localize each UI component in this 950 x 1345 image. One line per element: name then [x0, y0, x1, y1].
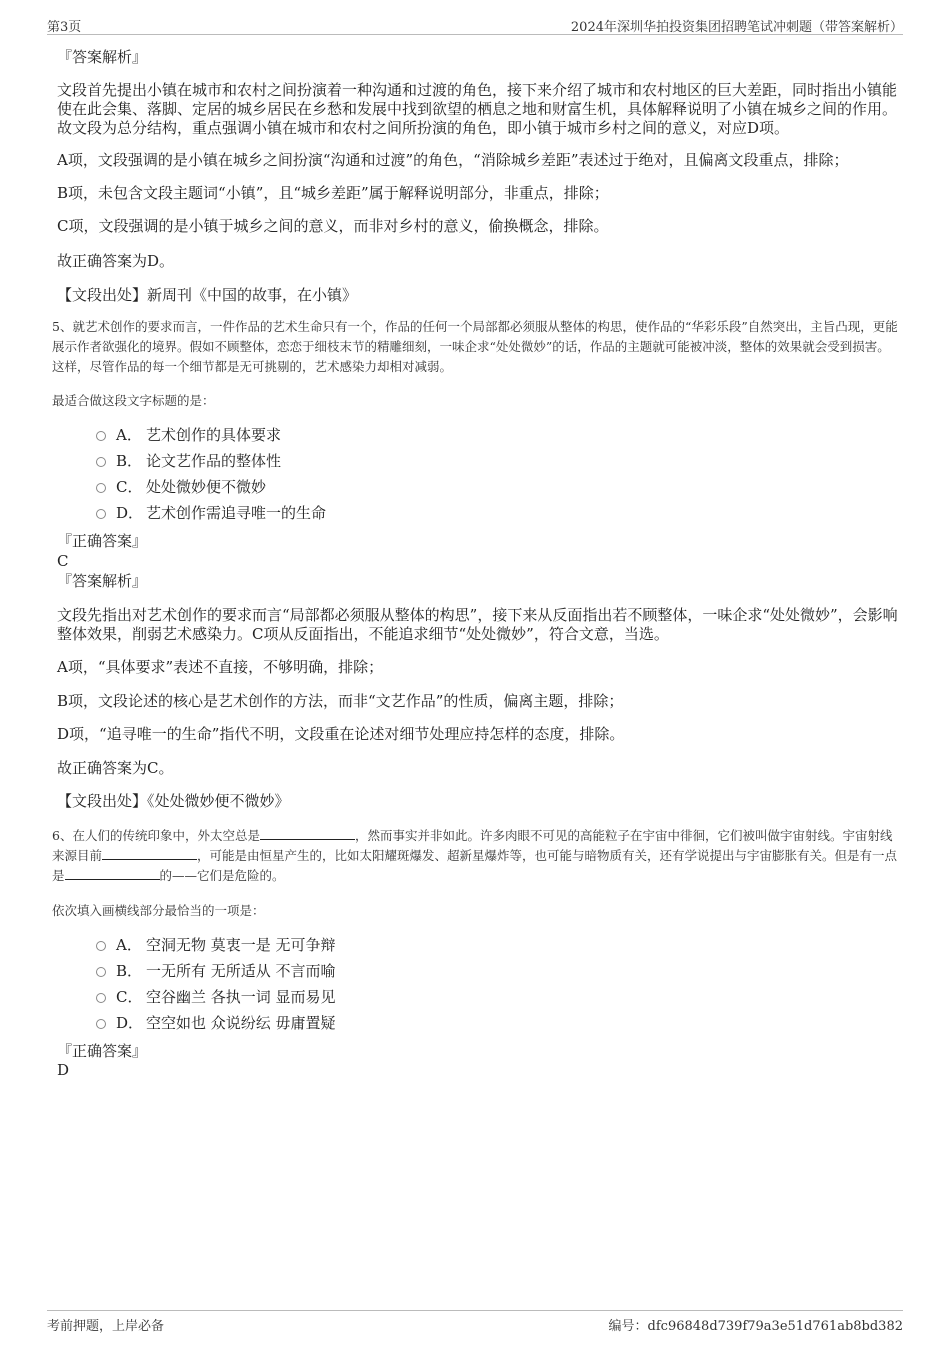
radio-icon[interactable] — [96, 1019, 106, 1029]
radio-icon[interactable] — [96, 993, 106, 1003]
q6-option-a[interactable]: A． 空洞无物 莫衷一是 无可争辩 — [96, 934, 336, 956]
q5-analysis-label: 『答案解析』 — [57, 572, 148, 590]
q5-analysis-d: D项，“追寻唯一的生命”指代不明，文段重在论述对细节处理应持怎样的态度，排除。 — [57, 725, 625, 743]
document-title: 2024年深圳华拍投资集团招聘笔试冲刺题（带答案解析） — [570, 20, 903, 35]
q5-conclusion: 故正确答案为C。 — [57, 759, 174, 777]
q6-answer-label: 『正确答案』 — [57, 1042, 148, 1060]
q5-analysis-main: 文段先指出对艺术创作的要求而言“局部都必须服从整体的构思”，接下来从反面指出若不顾整体，一味企求“处处微妙”，会影响整体效果，削弱艺术感染力。C项从反面指出，不能追求细节“处处微妙”，符合文意，当选。 — [57, 606, 898, 643]
radio-icon[interactable] — [96, 941, 106, 951]
q5-option-c[interactable]: C． 处处微妙便不微妙 — [96, 476, 266, 498]
radio-icon[interactable] — [96, 967, 106, 977]
page-footer — [47, 1310, 903, 1335]
q6-stem: 6、在人们的传统印象中，外太空总是 ，然而事实并非如此。许多肉眼不可见的高能粒子在宇宙中徘徊，它们被叫做宇宙射线。宇宙射线来源目前 ，可能是由恒星产生的，比如太阳耀斑爆发、超新星爆炸等，也可能与暗物质有关，还有学说提出与宇宙膨胀有关。但是有一点是 的——它们是危险的。 — [52, 828, 898, 883]
q5-stem: 5、就艺术创作的要求而言，一件作品的艺术生命只有一个，作品的任何一个局部都必须服从整体的构思，使作品的“华彩乐段”自然突出，主旨凸现，更能展示作者欲强化的境界。假如不顾整体，恋恋于细枝末节的精雕细刻，一味企求“处处微妙”的话，作品的主题就可能被冲淡，整体的效果就会受到损害。这样，尽管作品的每一个细节都是无可挑剔的，艺术感染力却相对减弱。 — [52, 319, 898, 374]
radio-icon[interactable] — [96, 431, 106, 441]
q5-prompt: 最适合做这段文字标题的是： — [52, 393, 215, 408]
q4-conclusion: 故正确答案为D。 — [57, 252, 175, 270]
document-code: 编号：dfc96848d739f79a3e51d761ab8bd382 — [608, 1319, 903, 1334]
q5-analysis-b: B项，文段论述的核心是艺术创作的方法，而非“文艺作品”的性质，偏离主题，排除； — [57, 692, 624, 710]
q5-source: 【文段出处】《处处微妙便不微妙》 — [57, 792, 290, 810]
q6-prompt: 依次填入画横线部分最恰当的一项是： — [52, 903, 265, 918]
q6-option-c[interactable]: C． 空谷幽兰 各执一词 显而易见 — [96, 986, 336, 1008]
q5-analysis-a: A项，“具体要求”表述不直接，不够明确，排除； — [57, 658, 384, 676]
q5-option-d[interactable]: D． 艺术创作需追寻唯一的生命 — [96, 502, 326, 524]
page-number: 第3页 — [47, 20, 82, 35]
q4-analysis-a: A项，文段强调的是小镇在城乡之间扮演“沟通和过渡”的角色，“消除城乡差距”表述过于绝对，且偏离文段重点，排除； — [57, 151, 849, 169]
radio-icon[interactable] — [96, 509, 106, 519]
q5-option-b[interactable]: B． 论文艺作品的整体性 — [96, 450, 281, 472]
radio-icon[interactable] — [96, 483, 106, 493]
q6-option-b[interactable]: B． 一无所有 无所适从 不言而喻 — [96, 960, 336, 982]
fill-blank-2 — [102, 847, 197, 860]
q4-analysis-c: C项，文段强调的是小镇于城乡之间的意义，而非对乡村的意义，偷换概念，排除。 — [57, 217, 609, 235]
radio-icon[interactable] — [96, 457, 106, 467]
fill-blank-3 — [65, 867, 160, 880]
q4-source: 【文段出处】新周刊《中国的故事，在小镇》 — [57, 286, 358, 304]
q4-analysis-label: 『答案解析』 — [57, 48, 148, 66]
q6-answer: D — [57, 1061, 70, 1079]
page-header — [47, 14, 903, 35]
q5-answer: C — [57, 552, 69, 570]
q6-option-d[interactable]: D． 空空如也 众说纷纭 毋庸置疑 — [96, 1012, 336, 1034]
fill-blank-1 — [260, 827, 355, 840]
q5-option-a[interactable]: A． 艺术创作的具体要求 — [96, 424, 281, 446]
q4-analysis-b: B项，未包含文段主题词“小镇”，且“城乡差距”属于解释说明部分，非重点，排除； — [57, 184, 609, 202]
q4-analysis-main: 文段首先提出小镇在城市和农村之间扮演着一种沟通和过渡的角色，接下来介绍了城市和农村地区的巨大差距，同时指出小镇能使在此会集、落脚、定居的城乡居民在乡愁和发展中找到欲望的栖息之地和财富生机，具体解释说明了小镇在城乡之间的作用。故文段为总分结构，重点强调小镇在城市和农村之间所扮演的角色，即小镇于城市乡村之间的意义，对应D项。 — [57, 81, 898, 137]
q5-answer-label: 『正确答案』 — [57, 532, 148, 550]
footer-slogan: 考前押题，上岸必备 — [47, 1319, 165, 1334]
